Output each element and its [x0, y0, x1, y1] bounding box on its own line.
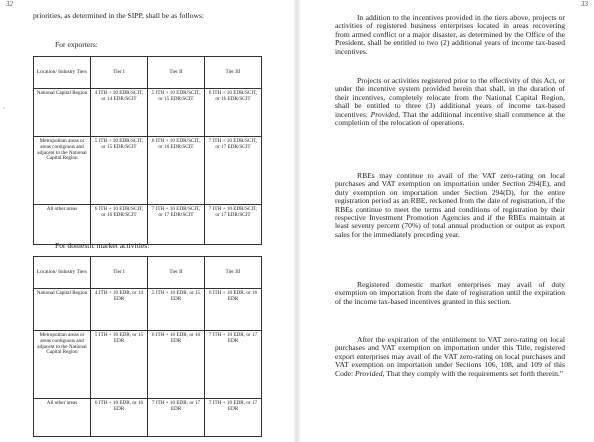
exporters-table	[33, 56, 262, 245]
exporters-table-body	[34, 89, 262, 245]
domestic-heading: For domestic market activities:	[55, 241, 150, 250]
exporters-table-header-cell: Tier III	[205, 57, 262, 89]
paragraph-rbe-vat	[335, 172, 565, 239]
exporters-table-cell: National Capital Region	[34, 89, 91, 137]
page-number-right: 33	[581, 0, 588, 8]
domestic-table-cell: 7 ITH + 10 EDR, or 17 EDR	[205, 331, 262, 399]
exporters-table-header	[34, 57, 262, 89]
domestic-table-cell: 6 ITH + 10 EDR, or 16 EDR	[148, 331, 205, 399]
intro-text: priorities, as determined in the SIPP, shall be as follows:	[33, 11, 205, 20]
exporters-table-cell: 4 ITH + 10 EDR/SCIT, or 14 EDR/SCIT	[91, 89, 148, 137]
exporters-table-cell: 5 ITH + 10 EDR/SCIT, or 15 EDR/SCIT	[91, 137, 148, 205]
exporters-table-cell: 6 ITH + 10 EDR/SCIT, or 16 EDR/SCIT	[205, 89, 262, 137]
paragraph-text: Registered domestic market enterprises may avail of duty exemption on importation from the date of registration until the expiration of the income tax-based incentives granted in this section.	[335, 280, 565, 306]
exporters-table-cell: 5 ITH + 10 EDR/SCIT, or 15 EDR/SCIT	[148, 89, 205, 137]
domestic-table-header-cell: Location/ Industry Tiers	[34, 257, 91, 289]
domestic-table-header-cell: Tier I	[91, 257, 148, 289]
domestic-table-row	[34, 331, 262, 399]
paragraph-text: RBEs may continue to avail of the VAT zero-rating on local purchases and VAT exemption on importation under Section 294(E), and duty exemption on importation under Section 294(D), for the entire registration period as an RBE, reckoned from the date of registration, if the RBEs continue to meet the terms and conditions of registration by their respective Investment Promotion Agencies and if the RBEs maintain at least seventy percent (70%) of total annual production or output as export sales for the immediately preceding year.	[335, 171, 565, 239]
exporters-table-row	[34, 205, 262, 245]
exporters-heading: For exporters:	[55, 40, 98, 49]
paragraph-text: In addition to the incentives provided in the tiers above, projects or activities of registered business enterprises located in areas recovering from armed conflict or a major disaster, as determined by the Office of the President, shall be entitled to two (2) additional years of income tax-based incentives.	[335, 13, 565, 56]
domestic-table-cell: Metropolitan areas or areas contiguous and adjacent to the National Capital Region	[34, 331, 91, 399]
paragraph-additional-incentives	[335, 14, 565, 56]
exporters-table-cell: Metropolitan areas or areas contiguous and adjacent to the National Capital Region	[34, 137, 91, 205]
exporters-table-header-cell: Tier II	[148, 57, 205, 89]
exporters-table-cell: All other areas	[34, 205, 91, 245]
exporters-table-cell: 6 ITH + 10 EDR/SCIT, or 16 EDR/SCIT	[91, 205, 148, 245]
domestic-table-header	[34, 257, 262, 289]
domestic-table	[33, 256, 262, 437]
domestic-table-cell: 5 ITH + 10 EDR, or 15 EDR	[148, 289, 205, 331]
domestic-table-cell: All other areas	[34, 399, 91, 437]
domestic-table-cell: 6 ITH + 10 EDR, or 16 EDR	[205, 289, 262, 331]
domestic-table-header-cell: Tier II	[148, 257, 205, 289]
paragraph-relocation	[335, 77, 565, 127]
domestic-table-header-cell: Tier III	[205, 257, 262, 289]
domestic-table-cell: 4 ITH + 10 EDR, or 14 EDR	[91, 289, 148, 331]
exporters-table-row	[34, 137, 262, 205]
exporters-table-header-cell: Location/ Industry Tiers	[34, 57, 91, 89]
exporters-table-cell: 7 ITH + 10 EDR/SCIT, or 17 EDR/SCIT	[148, 205, 205, 245]
paragraph-text: Projects or activities registered prior to the effectivity of this Act, or under the incentive system provided herein that shall, in the duration of their incentives, completely relocate from the National Capital Region, shall be entitled to three (3) additional years of income tax-based incentives: Provided, That the additional incentive shall commence at the completion of the relocation of operations.	[335, 76, 565, 128]
domestic-table-cell: 7 ITH + 10 EDR, or 17 EDR	[148, 399, 205, 437]
margin-mark: ’	[3, 107, 5, 113]
exporters-table-header-cell: Tier I	[91, 57, 148, 89]
page-number-left: 32	[6, 0, 13, 8]
paragraph-text: After the expiration of the entitlement to VAT zero-rating on local purchases and VAT exemption on importation under this Title, registered export enterprises may avail of the VAT zero-rating on local purchases and VAT exemption on importation under Sections 106, 108, and 109 of this Code: Provided, That they comply with the requirements set forth therein."	[335, 335, 565, 378]
exporters-table-row	[34, 89, 262, 137]
paragraph-domestic-duty	[335, 281, 565, 306]
domestic-table-body	[34, 289, 262, 437]
domestic-table-row	[34, 289, 262, 331]
domestic-table-cell: 7 ITH + 10 EDR, or 17 EDR	[205, 399, 262, 437]
exporters-table-cell: 7 ITH + 10 EDR/SCIT, or 17 EDR/SCIT	[205, 205, 262, 245]
exporters-table-cell: 7 ITH + 10 EDR/SCIT, or 17 EDR/SCIT	[205, 137, 262, 205]
domestic-table-cell: 6 ITH + 10 EDR, or 16 EDR	[91, 399, 148, 437]
domestic-table-cell: National Capital Region	[34, 289, 91, 331]
domestic-table-cell: 5 ITH + 10 EDR, or 15 EDR	[91, 331, 148, 399]
paragraph-vat-expiration	[335, 336, 565, 378]
exporters-table-cell: 6 ITH + 10 EDR/SCIT, or 16 EDR/SCIT	[148, 137, 205, 205]
domestic-table-row	[34, 399, 262, 437]
